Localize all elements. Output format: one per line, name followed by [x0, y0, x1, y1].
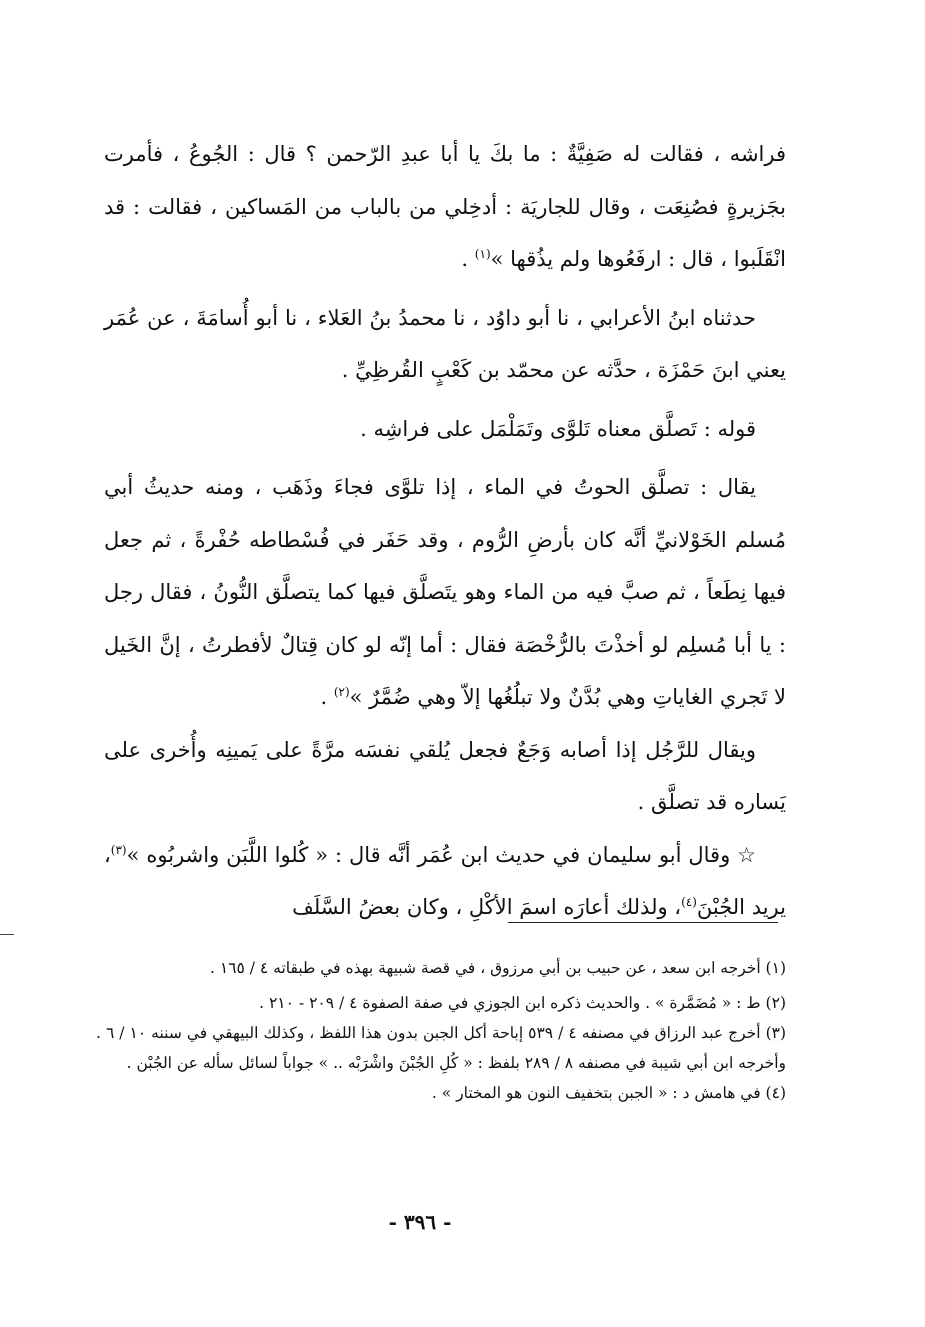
paragraph-4: [104, 461, 786, 724]
paragraph-6-text-c: ، ولذلك أعارَه اسمَ الأكْلِ ، وكان بعضُ السَّلَف: [292, 895, 682, 919]
footnote-ref-3: (٣): [110, 842, 127, 857]
paragraph-1-end: .: [461, 247, 469, 271]
paragraph-1: [104, 128, 786, 286]
paragraph-6: [104, 829, 786, 934]
margin-mark: [0, 934, 14, 935]
footnote-divider: [508, 922, 778, 923]
paragraph-2: حدثناه ابنُ الأعرابي ، نا أبو داوُد ، نا محمدُ بنُ العَلاء ، نا أبو أُسامَةَ ، عن عُمَر يعني ابنَ حَمْزَة ، حدَّثه عن محمّد بن كَعْبٍ القُرظِيِّ .: [104, 305, 786, 382]
paragraph-5: ويقال للرَّجُل إذا أصابه وَجَعٌ فجعل يُلقي نفسَه مرَّةً على يَمينِه وأُخرى على يَساره قد تصلَّق .: [104, 737, 786, 814]
footnote-2: (٢) ط : « مُضَمَّرة » . والحديث ذكره ابن الجوزي في صفة الصفوة ٤ / ٢٠٩ - ٢١٠ .: [259, 994, 786, 1012]
paragraph-6-text-a: ☆ وقال أبو سليمان في حديث ابن عُمَر أنَّه قال : « كُلوا اللَّبَن واشربُوه »: [126, 842, 756, 867]
footnote-1: (١) أخرجه ابن سعد ، عن حبيب بن أبي مرزوق ، في قصة شبيهة بهذه في طبقاته ٤ / ١٦٥ .: [209, 959, 786, 977]
footnote-ref-1: (١): [474, 247, 491, 261]
paragraph-3: قوله : تَصلَّق معناه تَلوَّى وتَمَلْمَل على فراشِه .: [360, 416, 756, 441]
footnote-ref-2: (٢): [333, 685, 350, 699]
paragraph-1-text: فراشه ، فقالت له صَفِيَّةٌ : ما بكَ يا أبا عبدِ الرّحمن ؟ قال : الجُوعُ ، فأمرت بجَزيرةٍ فصُنِعَت ، وقال للجاريَة : أدخِلي من بالباب من المَساكين ، فقالت : قد انْقَلَبوا ، قال : ارفَعُوها ولم يذُقها »: [104, 142, 786, 271]
paragraph-4-text: يقال : تصلَّق الحوتُ في الماء ، إذا تلوَّى فجاءَ وذَهَب ، ومنه حديثُ أبي مُسلم الخَوْلانيِّ أنَّه كان بأرضِ الرُّوم ، وقد حَفَر في فُسْطاطه حُفْرةً ، ثم جعل فيها نِطَعاً ، ثم صبَّ فيه من الماء وهو يتَصلَّق فيها كما يتصلَّق النُّونُ ، فقال رجل : يا أبا مُسلِم لو أخذْتَ بالرُّخْصَة فقال : أما إنّه لو كان قِتالٌ لأفطرتُ ، إنَّ الخَيل لا تَجري الغاياتِ وهي بُدَّنٌ ولا تبلُغُها إلاّ وهي ضُمَّرٌ »: [104, 475, 786, 709]
paragraph-6-text-b: ، يريد الجُبْنَ: [104, 842, 786, 919]
main-text: [104, 128, 786, 934]
footnote-3: (٣) أخرج عبد الرزاق في مصنفه ٤ / ٥٣٩ إباحة أكل الجبن بدون هذا اللفظ ، وكذلك البيهقي في سننه ١٠ / ٦ . وأخرجه ابن أبي شيبة في مصنفه ٨ / ٢٨٩ بلفظ : « كُلِ الجُبْنَ واشْرَبْه .. » جواباً لسائل سأله عن الجُبْن .: [96, 1024, 787, 1072]
paragraph-4-end: .: [320, 685, 328, 709]
footnotes-section: [96, 948, 786, 1108]
footnote-4: (٤) في هامش د : « الجبن بتخفيف النون هو المختار » .: [431, 1084, 786, 1102]
footnote-ref-4: (٤): [681, 895, 697, 909]
page-number: - ٣٩٦ -: [388, 1210, 452, 1234]
